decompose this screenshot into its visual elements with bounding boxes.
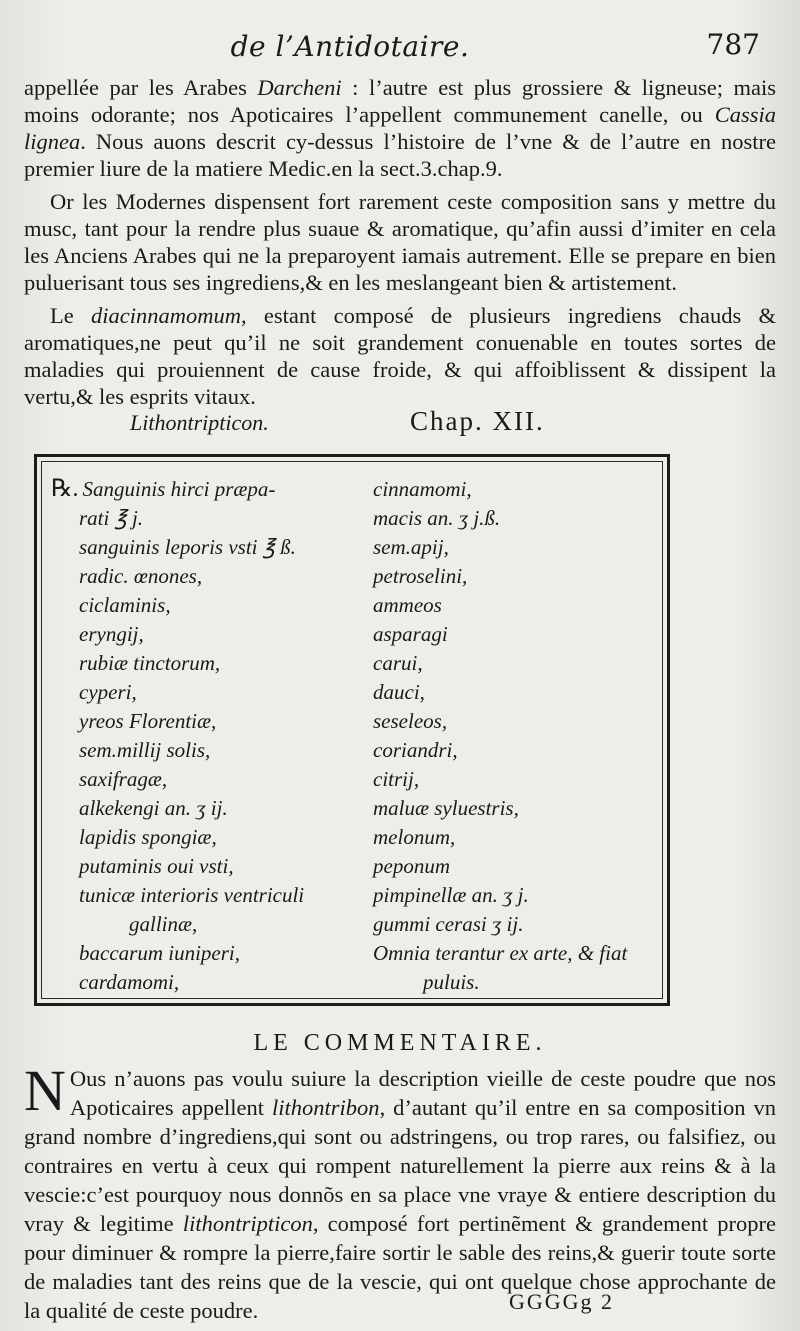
recipe-line: gallinæ, [129,912,198,936]
recipe-line: sem.apij, [373,535,449,559]
italic-term: Darcheni [257,75,342,100]
text-run: : l’autre est plus grossiere & ligneuse; mais moins odorante; nos Apoticaires l’appellent communement canelle, ou [24,75,777,127]
recipe-line: yreos Florentiæ, [79,709,217,733]
running-title: de l’Antidotaire. [230,30,470,63]
recipe-line: radic. œnones, [79,564,203,588]
recipe-line: ciclaminis, [79,593,171,617]
recipe-line: citrij, [373,767,420,791]
recipe-line: tunicæ interioris ventriculi [79,883,305,907]
recipe-line: baccarum iuniperi, [79,941,240,965]
text-run: , estant composé de plusieurs ingrediens chauds & aromatiques,ne peut qu’il ne soit grandement conuenable en toutes sortes de maladies qui prouiennent de cause froide, & qui affoiblissent & dissipent la vertu,& les esprits vitaux. [24,303,776,409]
recipe-line: cinnamomi, [373,477,472,501]
text-run: . Nous auons descrit cy-dessus l’histoire de l’vne & de l’autre en nostre premier liure de la matiere Medic.en la sect.3.chap.9. [24,129,776,181]
paragraph-diacinnamomum [24,302,776,410]
recipe-line: sanguinis leporis vsti ℥ ß. [79,535,296,559]
italic-term: lithontripticon [182,1211,313,1236]
recipe-line: saxifragæ, [79,767,168,791]
recipe-line: puluis. [423,970,480,994]
recipe-line: alkekengi an. ʒ ij. [79,796,228,820]
recipe-line: lapidis spongiæ, [79,825,217,849]
recipe-line: pimpinellæ an. ʒ j. [373,883,529,907]
recipe-frame [34,454,670,1006]
text-run: Ous n’auons pas voulu suiure la description vieille de ceste poudre que nos Apoticaires appellent [69,1066,776,1120]
recipe-line: Omnia terantur ex arte, & fiat [373,941,628,965]
recipe-line: asparagi [373,622,448,646]
italic-term: Cassia lignea [24,102,776,154]
recipe-line: ammeos [373,593,442,617]
recipe-line: dauci, [373,680,425,704]
recipe-line: putaminis oui vsti, [79,854,234,878]
paragraph-modernes: Or les Modernes dispensent fort rarement ceste composition sans y mettre du musc, tant pour la rendre plus suaue & aromatique, qu’afin aussi d’imiter en cela les Anciens Arabes qui ne la preparoyent iamais autrement. Elle se prepare en bien puluerisant tous ses ingrediens,& en les meslangeant bien & artistement. [24,189,776,295]
recipe-line: eryngij, [79,622,144,646]
text-run: , d’autant qu’il entre en sa composition vn grand nombre d’ingrediens,qui sont ou adstringens, ou trop rares, ou falsifiez, ou contraires en vertu à ceux qui rompent naturellement la pierre aux reins & à la vescie:c’est pourquoy nous donnõs en sa place vne vraye & entiere description du vray & legitime [24,1095,776,1236]
commentary-text [24,1058,776,1325]
commentary-title: LE COMMENTAIRE. [253,1030,547,1056]
drop-cap: N [24,1058,66,1123]
chapter-title: Lithontripticon. [130,410,269,435]
printer-signature: GGGGg 2 [508,1289,614,1314]
recipe-line: sem.millij solis, [79,738,211,762]
recipe-line: cardamomi, [79,970,180,994]
recipe-line: coriandri, [373,738,458,762]
italic-term: lithontribon [272,1095,380,1120]
recipe-line: maluæ syluestris, [373,796,519,820]
recipe-line: carui, [373,651,423,675]
recipe-line: cyperi, [79,680,137,704]
recipe-ingredient: Sanguinis hirci præpa- [82,477,276,501]
text-run: , composé fort pertinẽment & grandement propre pour diminuer & rompre la pierre,faire sortir le sable des reins,& guerir toute sorte de maladies tant des reins que de la vescie, qui ont quelque chose approchante de la qualité de ceste poudre. [24,1211,776,1323]
italic-term: diacinnamomum [90,303,241,328]
recipe-right-column [373,475,663,997]
recipe-left-column [51,475,369,997]
recipe-line: rati ℥ j. [79,506,144,530]
recipe-line: seseleos, [373,709,448,733]
page-header [0,30,800,70]
page-number: 787 [706,28,760,61]
chapter-heading [0,406,800,446]
text-run: appellée par les Arabes [24,75,258,100]
recipe-line: gummi cerasi ʒ ij. [373,912,524,936]
text-run: Le [50,303,91,328]
recipe-line: peponum [373,854,450,878]
recipe-line: macis an. ʒ j.ß. [373,506,501,530]
chapter-number: Chap. XII. [410,406,545,436]
body-text-top [24,74,776,410]
recipe-line: melonum, [373,825,456,849]
paragraph-cassia [24,74,776,182]
recipe-line [51,475,369,504]
recipe-line: rubiæ tinctorum, [79,651,221,675]
recipe-line: petroselini, [373,564,468,588]
recipe-symbol: ℞. [51,476,79,502]
